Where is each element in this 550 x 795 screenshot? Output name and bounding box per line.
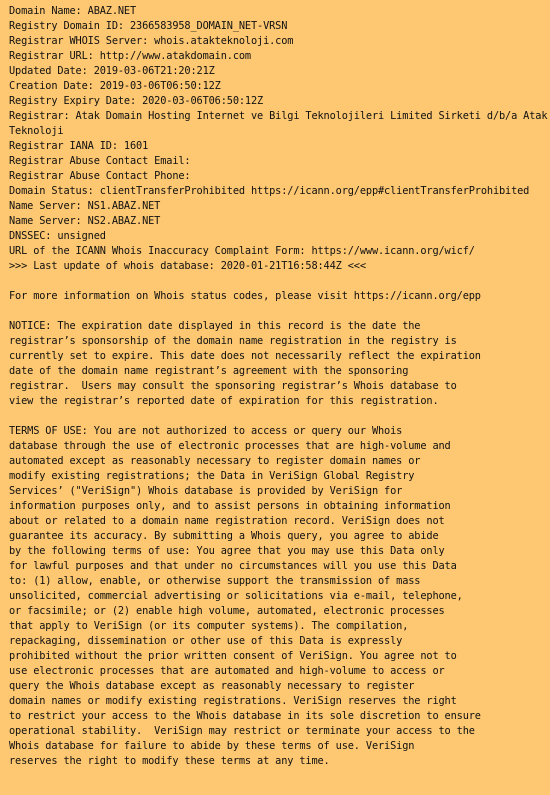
whois-line: to restrict your access to the Whois database in its sole discretion to ensure	[9, 710, 481, 722]
whois-line: Domain Status: clientTransferProhibited https://icann.org/epp#clientTransferProhibited	[9, 185, 530, 197]
whois-line: >>> Last update of whois database: 2020-01-21T16:58:44Z <<<	[9, 260, 366, 272]
whois-line: Name Server: NS1.ABAZ.NET	[9, 200, 161, 212]
whois-line: Registrar: Atak Domain Hosting Internet ve Bilgi Teknolojileri Limited Sirketi d/b/a Atak	[9, 110, 548, 122]
whois-line: reserves the right to modify these terms at any time.	[9, 755, 330, 767]
whois-line: unsolicited, commercial advertising or solicitations via e-mail, telephone,	[9, 590, 463, 602]
whois-line: to: (1) allow, enable, or otherwise support the transmission of mass	[9, 575, 421, 587]
whois-line: NOTICE: The expiration date displayed in this record is the date the	[9, 320, 421, 332]
whois-line: view the registrar’s reported date of expiration for this registration.	[9, 395, 439, 407]
whois-line: domain names or modify existing registrations. VeriSign reserves the right	[9, 695, 457, 707]
whois-line: Services’ ("VeriSign") Whois database is provided by VeriSign for	[9, 485, 403, 497]
whois-line: for lawful purposes and that under no circumstances will you use this Data	[9, 560, 457, 572]
whois-line: Teknoloji	[9, 125, 64, 137]
whois-line: information purposes only, and to assist persons in obtaining information	[9, 500, 451, 512]
whois-line: currently set to expire. This date does not necessarily reflect the expiration	[9, 350, 481, 362]
whois-line: Registry Expiry Date: 2020-03-06T06:50:12Z	[9, 95, 264, 107]
whois-line: Registrar IANA ID: 1601	[9, 140, 149, 152]
whois-line: Registrar WHOIS Server: whois.atakteknoloji.com	[9, 35, 294, 47]
whois-line: or facsimile; or (2) enable high volume, automated, electronic processes	[9, 605, 445, 617]
whois-line: by the following terms of use: You agree that you may use this Data only	[9, 545, 445, 557]
whois-line: Domain Name: ABAZ.NET	[9, 5, 137, 17]
whois-line: use electronic processes that are automated and high-volume to access or	[9, 665, 445, 677]
whois-line: query the Whois database except as reasonably necessary to register	[9, 680, 415, 692]
whois-line: that apply to VeriSign (or its computer systems). The compilation,	[9, 620, 409, 632]
whois-line: automated except as reasonably necessary to register domain names or	[9, 455, 421, 467]
whois-line: registrar. Users may consult the sponsoring registrar’s Whois database to	[9, 380, 457, 392]
whois-line: guarantee its accuracy. By submitting a Whois query, you agree to abide	[9, 530, 439, 542]
whois-line: Registrar URL: http://www.atakdomain.com	[9, 50, 251, 62]
whois-line: URL of the ICANN Whois Inaccuracy Complaint Form: https://www.icann.org/wicf/	[9, 245, 475, 257]
whois-line: prohibited without the prior written consent of VeriSign. You agree not to	[9, 650, 457, 662]
whois-line: Updated Date: 2019-03-06T21:20:21Z	[9, 65, 215, 77]
whois-line	[9, 274, 550, 289]
whois-line: Registrar Abuse Contact Email:	[9, 155, 191, 167]
whois-line: Registrar Abuse Contact Phone:	[9, 170, 191, 182]
whois-line	[9, 304, 550, 319]
whois-line: database through the use of electronic processes that are high-volume and	[9, 440, 451, 452]
whois-line: about or related to a domain name registration record. VeriSign does not	[9, 515, 445, 527]
whois-line: For more information on Whois status codes, please visit https://icann.org/epp	[9, 290, 481, 302]
whois-line: Name Server: NS2.ABAZ.NET	[9, 215, 161, 227]
whois-line: operational stability. VeriSign may restrict or terminate your access to the	[9, 725, 475, 737]
whois-line: registrar’s sponsorship of the domain name registration in the registry is	[9, 335, 457, 347]
whois-line: modify existing registrations; the Data in VeriSign Global Registry	[9, 470, 415, 482]
whois-line: Creation Date: 2019-03-06T06:50:12Z	[9, 80, 221, 92]
whois-line: repackaging, dissemination or other use of this Data is expressly	[9, 635, 403, 647]
whois-line: Registry Domain ID: 2366583958_DOMAIN_NET-VRSN	[9, 20, 288, 32]
whois-line: Whois database for failure to abide by these terms of use. VeriSign	[9, 740, 415, 752]
whois-line: date of the domain name registrant’s agreement with the sponsoring	[9, 365, 409, 377]
whois-line	[9, 409, 550, 424]
whois-line: DNSSEC: unsigned	[9, 230, 106, 242]
whois-line: TERMS OF USE: You are not authorized to access or query our Whois	[9, 425, 403, 437]
